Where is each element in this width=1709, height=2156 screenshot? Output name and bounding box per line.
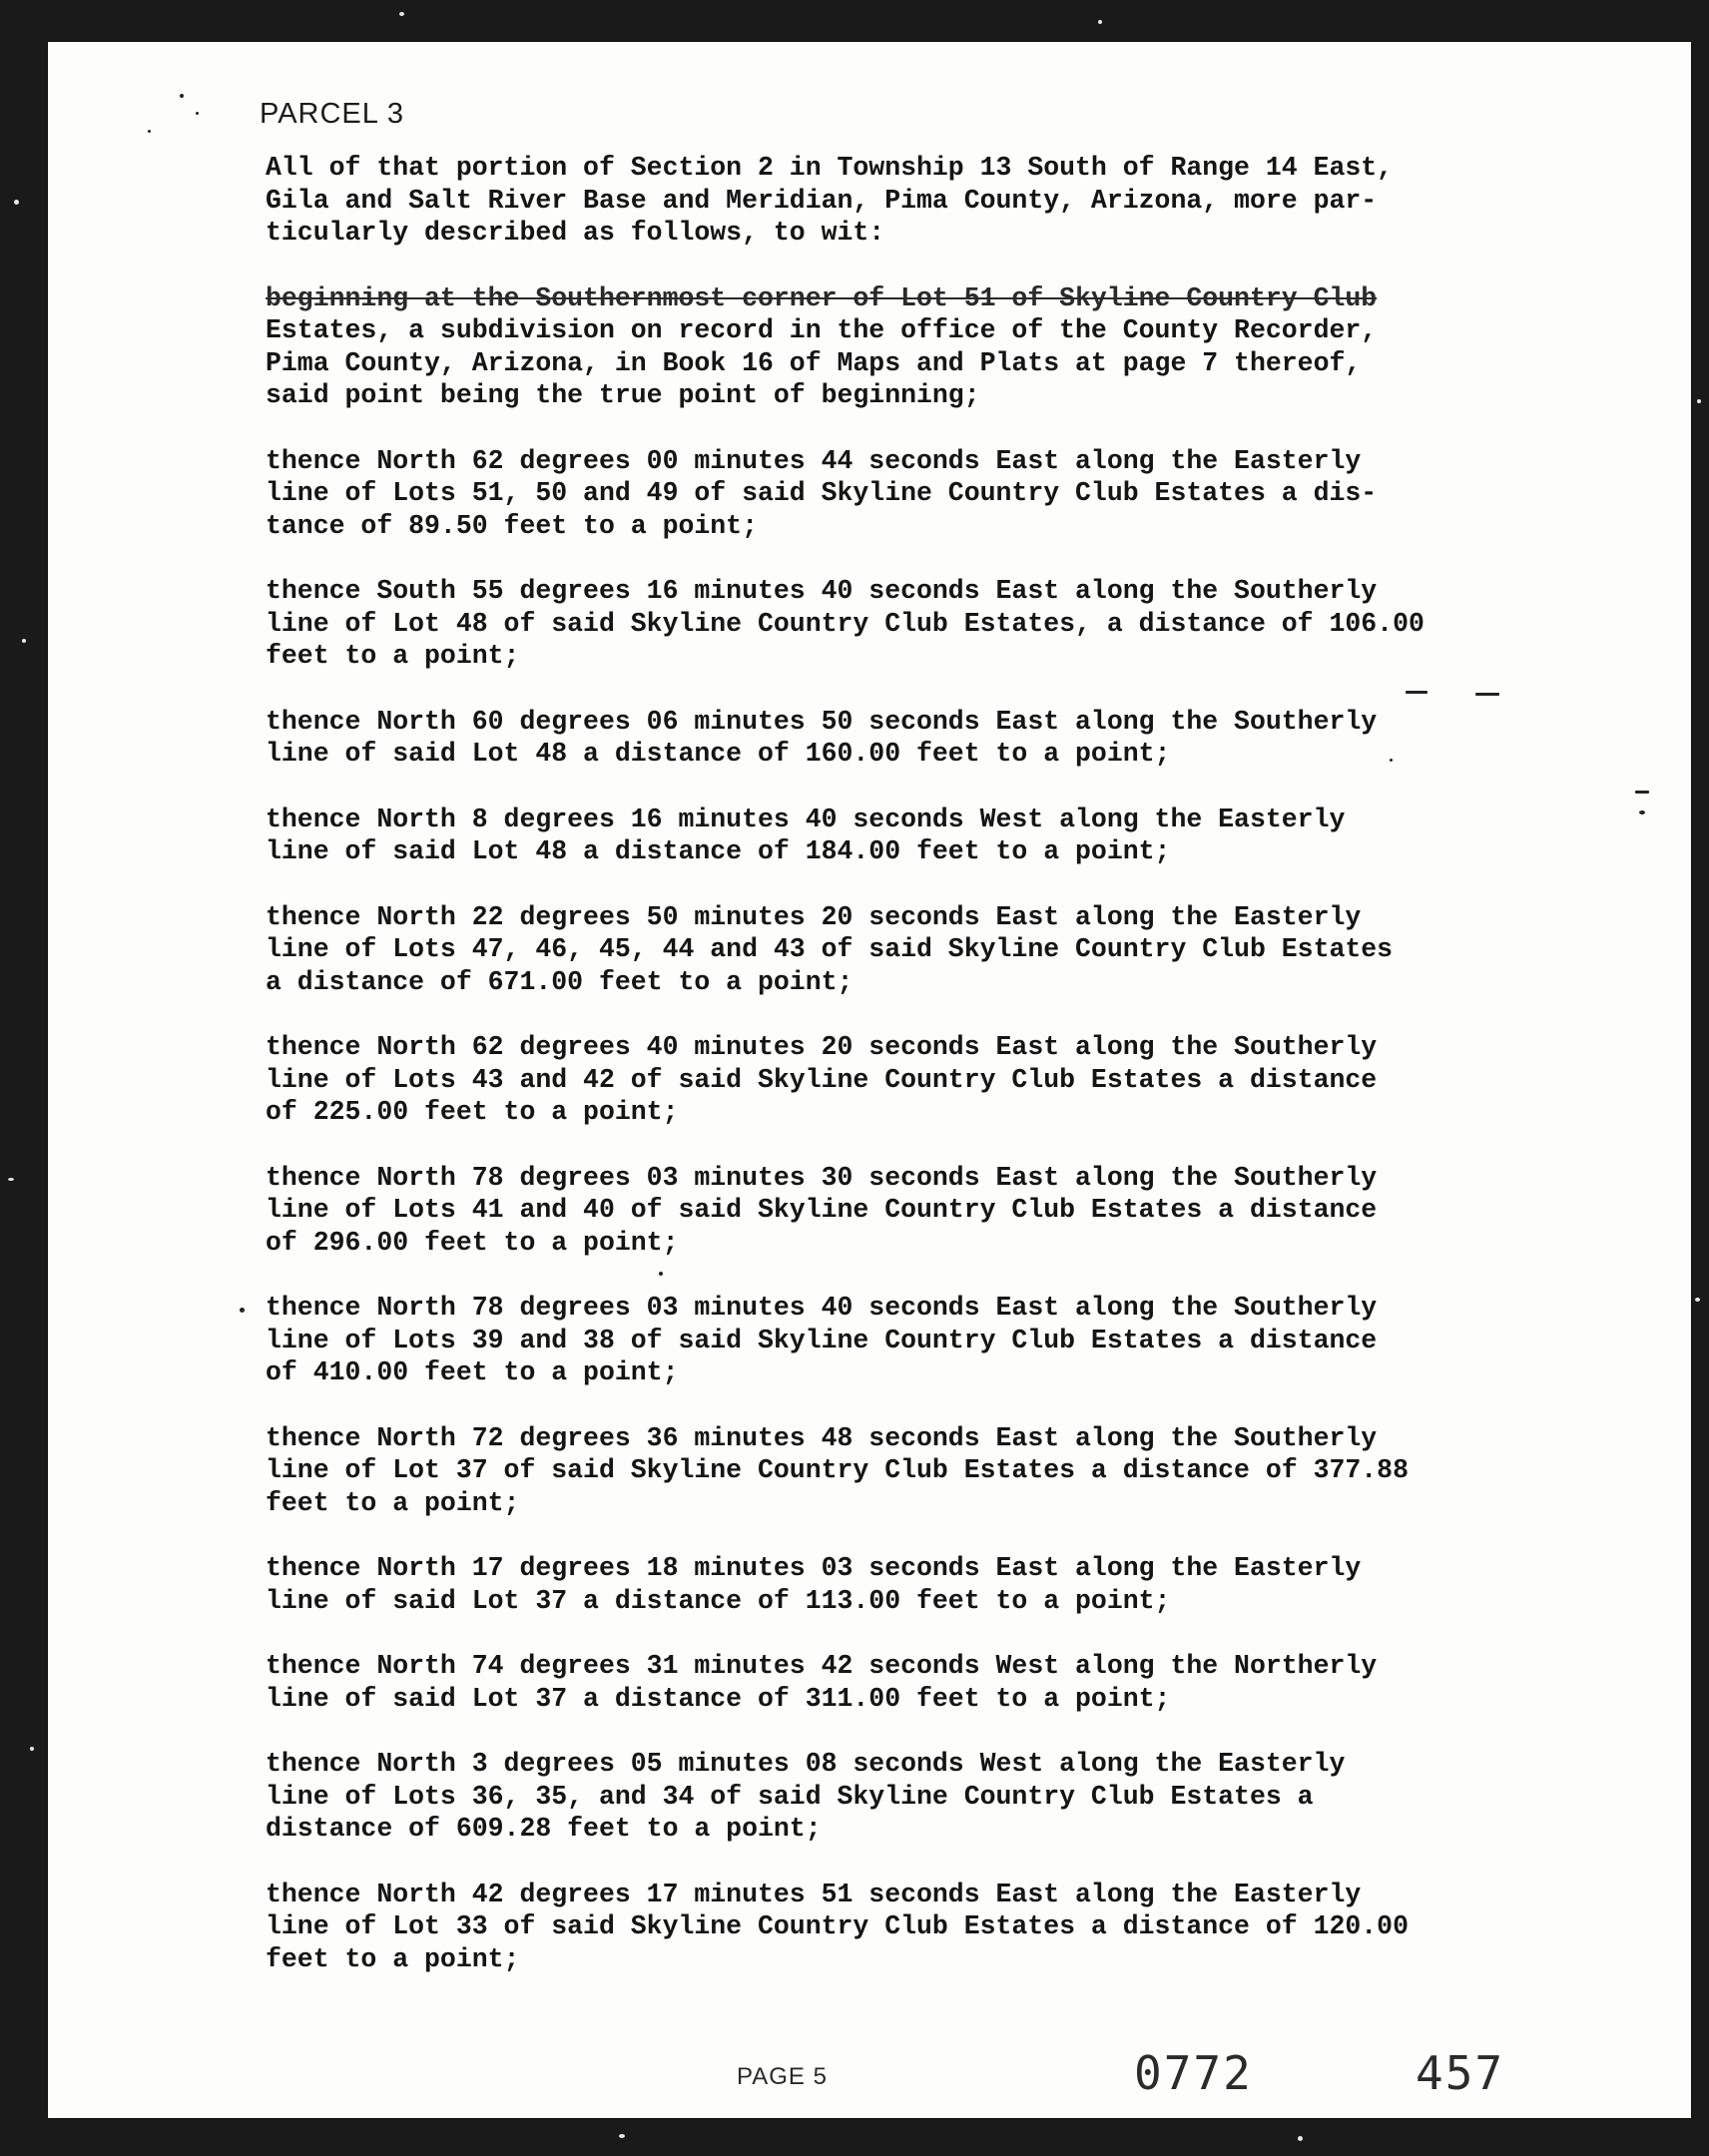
page-number: 457 xyxy=(1416,2046,1505,2100)
beginning-paragraph xyxy=(266,282,1543,412)
course-paragraph: thence North 17 degrees 18 minutes 03 seconds East along the Easterly line of said Lot 37 a distance of 113.00 feet to a point; xyxy=(266,1553,1362,1616)
scan-speckle xyxy=(148,130,151,133)
course-paragraph: thence North 74 degrees 31 minutes 42 seconds West along the Northerly line of said Lot 37 a distance of 311.00 feet to a point; xyxy=(266,1651,1378,1714)
intro-paragraph: All of that portion of Section 2 in Township 13 South of Range 14 East, Gila and Salt River Base and Meridian, Pima County, Arizona, more par- ticularly described as follows, to wit: xyxy=(266,153,1394,248)
scan-speckle xyxy=(1635,791,1649,794)
course-paragraph: thence North 60 degrees 06 minutes 50 seconds East along the Southerly line of said Lot 48 a distance of 160.00 feet to a point; xyxy=(266,706,1378,769)
border-speckle xyxy=(1697,399,1701,403)
course-paragraph: thence North 78 degrees 03 minutes 40 seconds East along the Southerly line of Lots 39 and 38 of said Skyline Country Club Estates a distance of 410.00 feet to a point; xyxy=(266,1293,1378,1387)
border-speckle xyxy=(1695,1298,1700,1302)
course-paragraph: thence North 62 degrees 40 minutes 20 seconds East along the Southerly line of Lots 43 and 42 of said Skyline Country Club Estates a distance of 225.00 feet to a point; xyxy=(266,1032,1378,1127)
book-number: 0772 xyxy=(1134,2046,1253,2100)
border-speckle xyxy=(14,200,19,205)
scan-speckle xyxy=(240,1308,245,1313)
scan-speckle xyxy=(1406,691,1427,694)
course-paragraph: thence North 72 degrees 36 minutes 48 seconds East along the Southerly line of Lot 37 of said Skyline Country Club Estates a distance of 377.88 feet to a point; xyxy=(266,1422,1409,1518)
border-speckle xyxy=(1098,20,1102,24)
border-speckle xyxy=(1298,2136,1303,2141)
scan-speckle xyxy=(659,1272,663,1276)
struck-line: beginning at the Southernmost corner of Lot 51 of Skyline Country Club xyxy=(266,282,1378,313)
document-page xyxy=(48,42,1691,2118)
scan-speckle xyxy=(1639,810,1645,814)
beginning-rest: Estates, a subdivision on record in the office of the County Recorder, Pima County, Arizona, in Book 16 of Maps and Plats at page 7 thereof, said point being the true point of beginning; xyxy=(266,315,1378,410)
course-paragraph: thence North 62 degrees 00 minutes 44 seconds East along the Easterly line of Lots 51, 50 and 49 of said Skyline Country Club Estates a dis- tance of 89.50 feet to a point; xyxy=(266,445,1378,541)
course-paragraph: thence South 55 degrees 16 minutes 40 seconds East along the Southerly line of Lot 48 of said Skyline Country Club Estates, a distance of 106.00 feet to a point; xyxy=(266,576,1424,671)
border-speckle xyxy=(30,1747,34,1751)
border-speckle xyxy=(399,12,404,16)
legal-description xyxy=(266,152,1543,2008)
scan-speckle xyxy=(1390,759,1393,762)
scan-speckle xyxy=(1475,693,1499,696)
border-speckle xyxy=(8,1178,14,1181)
course-paragraph: thence North 78 degrees 03 minutes 30 seconds East along the Southerly line of Lots 41 and 40 of said Skyline Country Club Estates a distance of 296.00 feet to a point; xyxy=(266,1162,1378,1258)
border-speckle xyxy=(22,639,26,643)
scan-speckle xyxy=(180,94,184,98)
course-paragraph: thence North 22 degrees 50 minutes 20 seconds East along the Easterly line of Lots 47, 46, 45, 44 and 43 of said Skyline Country Club Estates a distance of 671.00 feet to a point; xyxy=(266,901,1394,997)
parcel-title: PARCEL 3 xyxy=(260,98,404,130)
course-paragraph: thence North 8 degrees 16 minutes 40 seconds West along the Easterly line of said Lot 48 a distance of 184.00 feet to a point; xyxy=(266,804,1346,866)
border-speckle xyxy=(619,2134,625,2138)
page-label: PAGE 5 xyxy=(737,2063,828,2090)
course-paragraph: thence North 42 degrees 17 minutes 51 seconds East along the Easterly line of Lot 33 of said Skyline Country Club Estates a distance of 120.00 feet to a point; xyxy=(266,1879,1409,1974)
course-paragraph: thence North 3 degrees 05 minutes 08 seconds West along the Easterly line of Lots 36, 35, and 34 of said Skyline Country Club Estates a distance of 609.28 feet to a point; xyxy=(266,1749,1346,1844)
scan-speckle xyxy=(196,112,199,115)
